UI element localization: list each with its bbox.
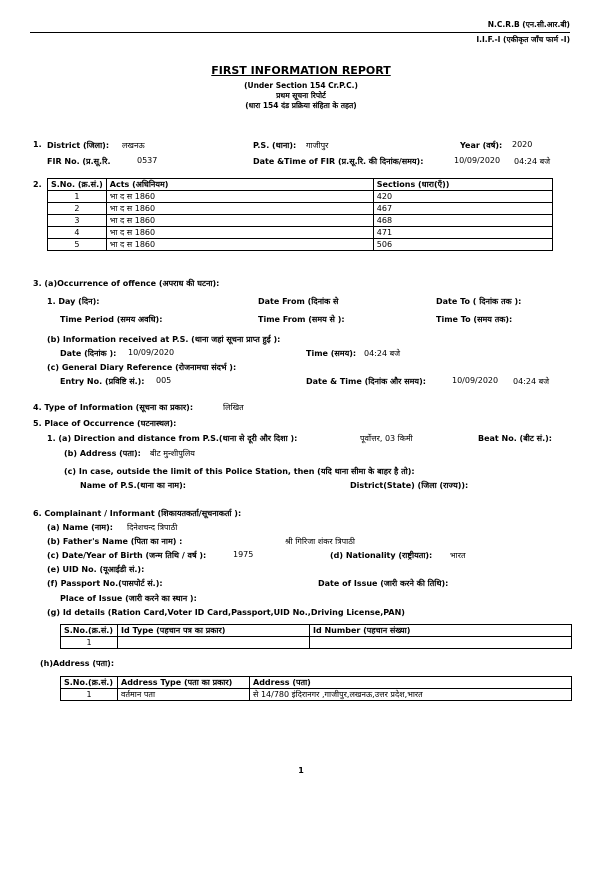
id-table-header: [61, 625, 572, 637]
row-act: भा द स 1860: [106, 215, 373, 227]
nationality-label: (d) Nationality (राष्ट्रीयता):: [330, 551, 433, 560]
row-sno: 4: [48, 227, 107, 239]
table-row: [48, 191, 553, 203]
header-divider: [30, 32, 570, 33]
gd-datetime-label: Date & Time (दिनांक और समय):: [306, 377, 426, 386]
table-row: [48, 227, 553, 239]
table-row: [61, 689, 572, 701]
dob-label: (c) Date/Year of Birth (जन्म तिथि / वर्ष ):: [47, 551, 207, 560]
passport-label: (f) Passport No.(पासपोर्ट सं.):: [47, 579, 163, 588]
outside-limit-label: (c) In case, outside the limit of this Police Station, then (यदि थाना सीमा के बाहर है तो):: [64, 467, 415, 476]
addr-col-sno: S.No.(क्र.सं.): [61, 677, 118, 689]
fir-time-value: 04:24 बजे: [514, 157, 551, 166]
passport-issue-place-label: Place of Issue (जारी करने का स्थान ):: [60, 594, 197, 603]
place-of-occurrence-label: 5. Place of Occurrence (घटनास्थल):: [33, 419, 177, 428]
table-row: [61, 637, 572, 649]
addr-row-sno: 1: [61, 689, 118, 701]
ps-label: P.S. (थाना):: [253, 141, 297, 150]
section-1-number: 1.: [33, 140, 42, 149]
address-table: [60, 676, 572, 701]
time-period-label: Time Period (समय अवधि):: [60, 315, 163, 324]
fir-date-value: 10/09/2020: [454, 156, 501, 165]
district-label: District (जिला):: [47, 141, 110, 150]
iif-label: I.I.F.-I (एकीकृत जाँच फार्म -I): [476, 35, 570, 44]
acts-col-sections: Sections (धारा(एँ)): [373, 179, 552, 191]
page-number: 1: [298, 766, 304, 775]
day-label: 1. Day (दिन):: [47, 297, 100, 306]
addr-row-address: से 14/780 इंदिरानगर ,गाजीपुर,लखनऊ,उत्तर प्रदेश,भारत: [250, 689, 572, 701]
section-2-number: 2.: [33, 180, 42, 189]
row-sno: 3: [48, 215, 107, 227]
id-col-type: Id Type (पहचान पत्र का प्रकार): [118, 625, 310, 637]
direction-value: पूर्वोत्तर, 03 किमी: [360, 434, 413, 443]
id-details-table: [60, 624, 572, 649]
addr-col-address: Address (पता): [250, 677, 572, 689]
gd-date-value: 10/09/2020: [452, 376, 499, 385]
dob-value: 1975: [233, 550, 254, 559]
report-subtitle-3: (धारा 154 दंड प्रक्रिया संहिता के तहत): [245, 101, 357, 110]
info-type-value: लिखित: [223, 403, 244, 412]
nationality-value: भारत: [450, 551, 466, 560]
info-time-value: 04:24 बजे: [364, 349, 401, 358]
year-value: 2020: [512, 140, 533, 149]
section-3-heading: 3. (a)Occurrence of offence (अपराध की घटना):: [33, 279, 220, 288]
info-date-value: 10/09/2020: [128, 348, 175, 357]
entry-no-value: 005: [156, 376, 172, 385]
ps-value: गाजीपुर: [306, 141, 329, 150]
row-sno: 5: [48, 239, 107, 251]
district-value: लखनऊ: [122, 141, 145, 150]
beat-no-label: Beat No. (बीट सं.):: [478, 434, 552, 443]
row-act: भा द स 1860: [106, 239, 373, 251]
row-section: 468: [373, 215, 552, 227]
row-act: भा द स 1860: [106, 203, 373, 215]
info-date-label: Date (दिनांक ):: [60, 349, 117, 358]
row-section: 506: [373, 239, 552, 251]
report-subtitle-2: प्रथम सूचना रिपोर्ट: [276, 91, 326, 100]
uid-label: (e) UID No. (यूआईडी सं.):: [47, 565, 145, 574]
acts-table-header: [48, 179, 553, 191]
id-row-number: [310, 637, 572, 649]
time-to-label: Time To (समय तक):: [436, 315, 513, 324]
id-row-sno: 1: [61, 637, 118, 649]
id-col-number: Id Number (पहचान संख्या): [310, 625, 572, 637]
table-row: [48, 239, 553, 251]
entry-no-label: Entry No. (प्रविष्टि सं.):: [60, 377, 145, 386]
passport-issue-date-label: Date of Issue (जारी करने की तिथि):: [318, 579, 449, 588]
fir-value: 0537: [137, 156, 158, 165]
complainant-name-value: दिनेशचन्द त्रिपाठी: [127, 523, 178, 532]
report-subtitle-1: (Under Section 154 Cr.P.C.): [244, 81, 358, 90]
fir-label: FIR No. (प्र.सू.रि.: [47, 157, 111, 166]
id-details-label: (g) Id details (Ration Card,Voter ID Card,Passport,UID No.,Driving License,PAN): [47, 608, 405, 617]
gd-reference-label: (c) General Diary Reference (रोजनामचा संदर्भ ):: [47, 363, 237, 372]
addr-row-type: वर्तमान पता: [118, 689, 250, 701]
address-label: (b) Address (पता):: [64, 449, 141, 458]
row-section: 471: [373, 227, 552, 239]
id-col-sno: S.No.(क्र.सं.): [61, 625, 118, 637]
row-section: 420: [373, 191, 552, 203]
date-to-label: Date To ( दिनांक तक ):: [436, 297, 522, 306]
date-from-label: Date From (दिनांक से: [258, 297, 339, 306]
ncrb-label: N.C.R.B (एन.सी.आर.बी): [487, 20, 570, 29]
row-sno: 2: [48, 203, 107, 215]
address-table-header: [61, 677, 572, 689]
row-sno: 1: [48, 191, 107, 203]
father-name-value: श्री गिरिजा शंकर त्रिपाठी: [285, 537, 355, 546]
acts-col-sno: S.No. (क्र.सं.): [48, 179, 107, 191]
address-value: बीट मुन्शीपुलिय: [150, 449, 195, 458]
row-act: भा द स 1860: [106, 227, 373, 239]
info-received-label: (b) Information received at P.S. (थाना जहां सूचना प्राप्त हुई ):: [47, 335, 281, 344]
row-act: भा द स 1860: [106, 191, 373, 203]
complainant-heading: 6. Complainant / Informant (शिकायतकर्ता/सूचनाकर्ता ):: [33, 509, 242, 518]
outside-district-label: District(State) (जिला (राज्य)):: [350, 481, 469, 490]
outside-ps-name-label: Name of P.S.(थाना का नाम):: [80, 481, 186, 490]
id-row-type: [118, 637, 310, 649]
report-title: FIRST INFORMATION REPORT: [211, 64, 391, 77]
table-row: [48, 203, 553, 215]
table-row: [48, 215, 553, 227]
direction-label: 1. (a) Direction and distance from P.S.(थाना से दूरी और दिशा ):: [47, 434, 298, 443]
year-label: Year (वर्ष):: [460, 141, 503, 150]
info-type-label: 4. Type of Information (सूचना का प्रकार):: [33, 403, 194, 412]
complainant-name-label: (a) Name (नाम):: [47, 523, 113, 532]
fir-date-label: Date &Time of FIR (प्र.सू.रि. की दिनांक/समय):: [253, 157, 424, 166]
row-section: 467: [373, 203, 552, 215]
time-from-label: Time From (समय से ):: [258, 315, 345, 324]
acts-col-act: Acts (अधिनियम): [106, 179, 373, 191]
father-name-label: (b) Father's Name (पिता का नाम) :: [47, 537, 183, 546]
addr-col-type: Address Type (पता का प्रकार): [118, 677, 250, 689]
info-time-label: Time (समय):: [306, 349, 357, 358]
address-section-label: (h)Address (पता):: [40, 659, 115, 668]
gd-time-value: 04:24 बजे: [513, 377, 550, 386]
acts-table: [47, 178, 553, 251]
